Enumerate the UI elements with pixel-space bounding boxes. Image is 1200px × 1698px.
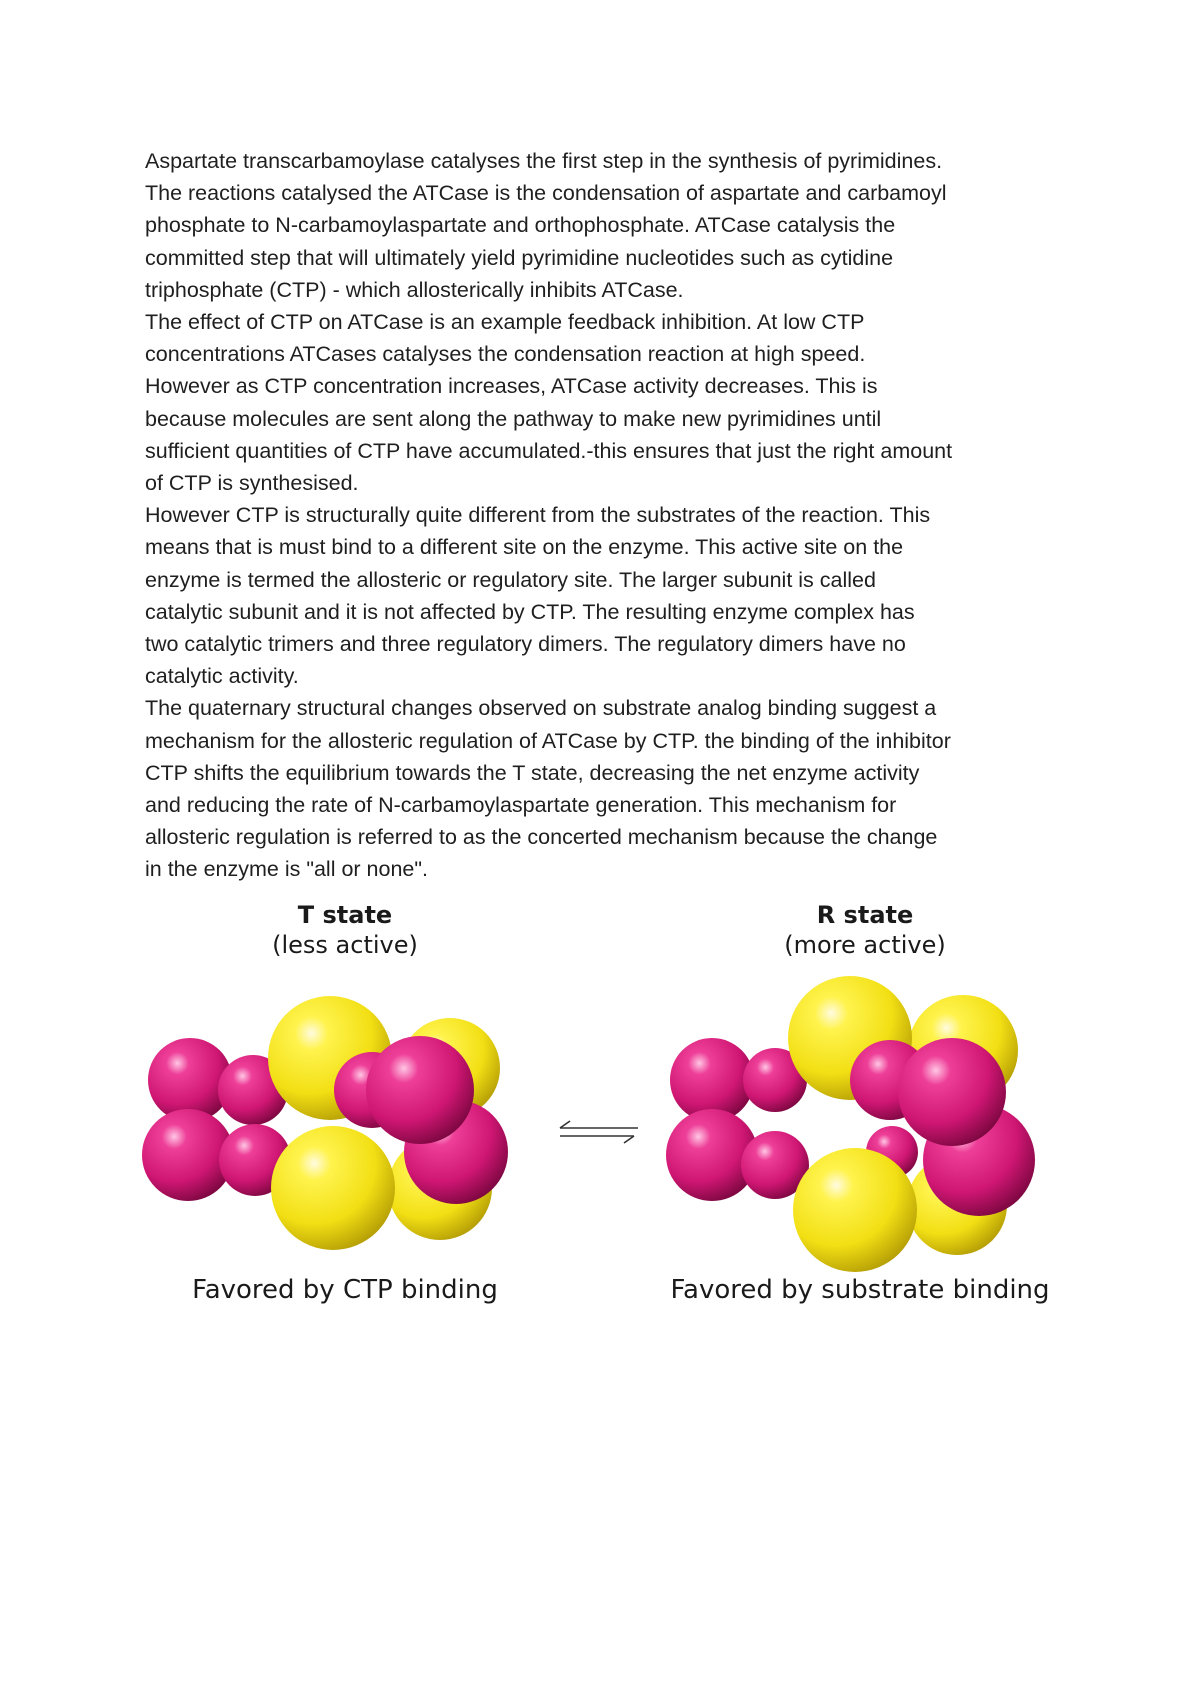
paragraph-1-line-5: triphosphate (CTP) - which allosterically inhibits ATCase.	[145, 277, 684, 302]
paragraph-1-line-4: committed step that will ultimately yield pyrimidine nucleotides such as cytidine	[145, 245, 894, 270]
paragraph-3-line-6: catalytic activity.	[145, 664, 299, 689]
atcase-states-figure	[150, 900, 1070, 1320]
r-state-caption: Favored by substrate binding	[670, 1275, 1050, 1305]
paragraph-4-line-5: allosteric regulation is referred to as the concerted mechanism because the change	[145, 825, 938, 850]
t-state-name: T state	[297, 901, 393, 929]
paragraph-3-line-1: However CTP is structurally quite different from the substrates of the reaction. This	[145, 503, 931, 528]
paragraph-4-line-1: The quaternary structural changes observed on substrate analog binding suggest a	[145, 696, 937, 721]
catalytic-subunit-sphere	[271, 1126, 395, 1250]
t-state-molecule	[142, 996, 508, 1250]
paragraph-2-line-6: of CTP is synthesised.	[145, 471, 359, 496]
body-text	[145, 145, 1065, 886]
paragraph-2-line-2: concentrations ATCases catalyses the condensation reaction at high speed.	[145, 342, 866, 367]
paragraph-1-line-2: The reactions catalysed the ATCase is the condensation of aspartate and carbamoyl	[145, 181, 947, 206]
regulatory-subunit-sphere	[366, 1036, 474, 1144]
paragraph-2-line-4: because molecules are sent along the pathway to make new pyrimidines until	[145, 406, 882, 431]
paragraph-1-line-3: phosphate to N-carbamoylaspartate and orthophosphate. ATCase catalysis the	[145, 213, 896, 238]
r-state-title	[755, 900, 975, 960]
paragraph-4-line-2: mechanism for the allosteric regulation of ATCase by CTP. the binding of the inhibitor	[145, 728, 951, 753]
paragraph-3-line-4: catalytic subunit and it is not affected by CTP. The resulting enzyme complex has	[145, 599, 915, 624]
t-state-title	[245, 900, 445, 960]
paragraph-4-line-6: in the enzyme is "all or none".	[145, 857, 428, 882]
r-state-molecule	[666, 976, 1035, 1272]
r-state-subtitle: (more active)	[784, 931, 946, 959]
paragraph-4-line-3: CTP shifts the equilibrium towards the T state, decreasing the net enzyme activity	[145, 760, 920, 785]
r-state-name: R state	[816, 901, 914, 929]
paragraph-3-line-5: two catalytic trimers and three regulatory dimers. The regulatory dimers have no	[145, 632, 906, 657]
paragraph-3-line-3: enzyme is termed the allosteric or regulatory site. The larger subunit is called	[145, 567, 876, 592]
atcase-diagram	[150, 980, 1070, 1280]
t-state-caption: Favored by CTP binding	[192, 1275, 498, 1305]
paragraph-2-line-5: sufficient quantities of CTP have accumulated.-this ensures that just the right amount	[145, 438, 953, 463]
equilibrium-arrows-icon	[560, 1121, 638, 1143]
paragraph-2-line-3: However as CTP concentration increases, ATCase activity decreases. This is	[145, 374, 878, 399]
paragraph-3-line-2: means that is must bind to a different site on the enzyme. This active site on the	[145, 535, 904, 560]
regulatory-subunit-sphere	[898, 1038, 1006, 1146]
paragraph-2-line-1: The effect of CTP on ATCase is an example feedback inhibition. At low CTP	[145, 310, 865, 335]
t-state-subtitle: (less active)	[272, 931, 418, 959]
paragraph-4-line-4: and reducing the rate of N-carbamoylaspartate generation. This mechanism for	[145, 793, 897, 818]
paragraph-1-line-1: Aspartate transcarbamoylase catalyses the first step in the synthesis of pyrimidines.	[145, 149, 943, 173]
catalytic-subunit-sphere	[793, 1148, 917, 1272]
